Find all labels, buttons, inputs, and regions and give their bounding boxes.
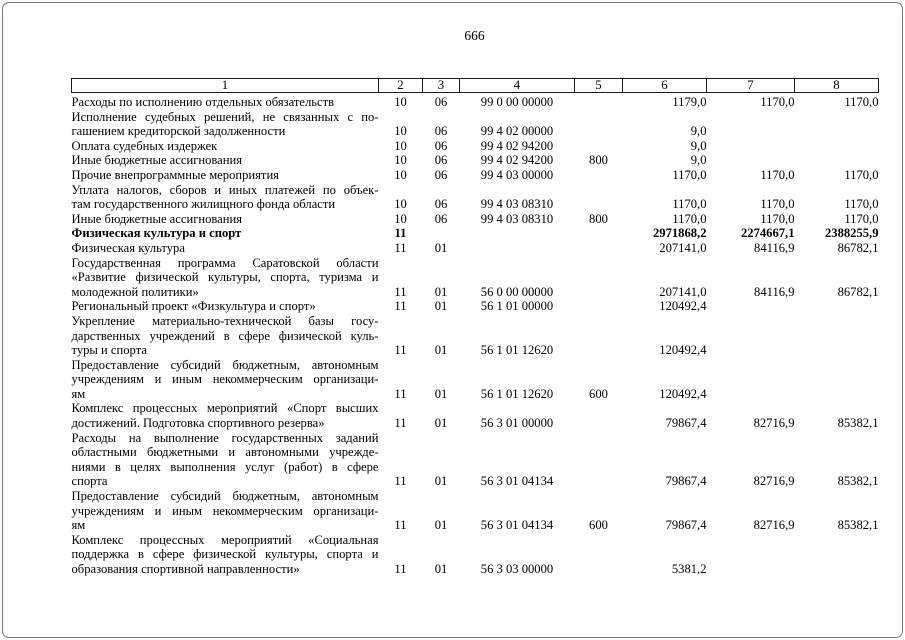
cell-col8	[795, 314, 879, 358]
cell-col5	[575, 299, 623, 314]
row-title-line: Исполнение судебных решений, не связанных с по-	[71, 109, 379, 124]
cell-col2: 10	[394, 197, 407, 212]
column-header: 3	[423, 79, 460, 93]
row-title	[72, 533, 379, 577]
row-title-line: учреждениям и иным некоммерческим организаци-	[71, 503, 379, 518]
table-row	[72, 489, 879, 533]
row-title-line: ниями в целях выполнения услуг (работ) в сфере	[71, 459, 379, 474]
cell-col2: 11	[394, 299, 407, 314]
cell-col3: 06	[434, 153, 448, 168]
cell-col7	[707, 299, 795, 314]
row-title-line: дарственных учреждений в сфере физической куль-	[71, 328, 379, 343]
table-row	[72, 212, 879, 227]
row-title-line: «Развитие физической культуры, спорта, туризма и	[71, 270, 379, 285]
cell-col8: 86782,1	[837, 284, 879, 299]
table-row	[72, 183, 879, 212]
cell-col2: 10	[394, 138, 407, 153]
row-title-line: ям	[71, 518, 86, 533]
row-title-line: Укрепление материально-технической базы госу-	[71, 313, 379, 328]
row-title-line: Расходы на выполнение государственных заданий	[71, 430, 379, 445]
cell-col4: 99 4 02 00000	[480, 124, 554, 139]
cell-col8: 1170,0	[844, 197, 879, 212]
row-title-line: Прочие внепрограммные мероприятия	[71, 167, 279, 182]
table-row	[72, 431, 879, 489]
row-title-line: Иные бюджетные ассигнования	[71, 153, 243, 168]
cell-col5	[575, 226, 623, 241]
cell-col6: 9,0	[690, 153, 707, 168]
column-header: 2	[379, 79, 423, 93]
cell-col6: 5381,2	[671, 562, 707, 576]
cell-col7	[707, 153, 795, 168]
cell-col4: 56 3 03 00000	[480, 562, 554, 576]
row-title	[72, 139, 379, 154]
cell-col4	[460, 226, 575, 241]
cell-col3: 01	[434, 416, 448, 431]
table-row	[72, 93, 879, 110]
column-header: 6	[623, 79, 707, 93]
row-title-line: Региональный проект «Физкультура и спорт»	[71, 299, 316, 314]
cell-col3: 01	[434, 562, 448, 576]
row-title	[72, 93, 379, 110]
cell-col4: 56 1 01 12620	[480, 343, 554, 358]
column-header: 4	[460, 79, 575, 93]
row-title-line: Физическая культура и спорт	[71, 226, 242, 241]
cell-col4: 56 1 01 00000	[480, 299, 554, 314]
cell-col2: 11	[394, 474, 407, 489]
cell-col6: 9,0	[690, 138, 707, 153]
row-title-line: поддержка в сфере физической культуры, спорта и	[71, 547, 379, 562]
cell-col3: 01	[434, 518, 448, 533]
column-header: 5	[575, 79, 623, 93]
budget-table	[71, 78, 879, 577]
row-title-line: туры и спорта	[71, 343, 147, 358]
cell-col6: 207141,0	[659, 240, 707, 255]
cell-col2: 10	[394, 153, 407, 168]
cell-col3: 06	[434, 124, 448, 139]
cell-col7: 1170,0	[760, 167, 795, 182]
column-header: 1	[72, 79, 379, 93]
cell-col7	[707, 533, 795, 577]
cell-col4: 56 0 00 00000	[480, 284, 554, 299]
cell-col7	[707, 139, 795, 154]
cell-col7: 84116,9	[754, 284, 795, 299]
cell-col4: 99 4 03 08310	[480, 211, 554, 226]
row-title	[72, 401, 379, 430]
cell-col6: 1179,0	[672, 95, 707, 109]
table-row	[72, 401, 879, 430]
column-header: 8	[795, 79, 879, 93]
row-title-line: ям	[71, 386, 86, 401]
cell-col8: 85382,1	[837, 474, 879, 489]
table-row	[72, 299, 879, 314]
cell-col8	[795, 358, 879, 402]
table-row	[72, 139, 879, 154]
table-row	[72, 256, 879, 300]
cell-col5	[575, 533, 623, 577]
cell-col2: 10	[394, 211, 407, 226]
cell-col7	[707, 314, 795, 358]
table-row	[72, 358, 879, 402]
row-title-line: гашением кредиторской задолженности	[71, 124, 286, 139]
cell-col6: 79867,4	[665, 518, 707, 533]
cell-col7	[707, 110, 795, 139]
table-row	[72, 241, 879, 256]
cell-col4: 99 4 03 08310	[480, 197, 554, 212]
row-title-line: достижений. Подготовка спортивного резерва»	[71, 416, 325, 431]
cell-col4: 99 4 03 00000	[480, 167, 554, 182]
cell-col5	[575, 256, 623, 300]
row-title-line: Государственная программа Саратовской области	[71, 255, 379, 270]
cell-col7: 1170,0	[760, 95, 795, 109]
column-header: 7	[707, 79, 795, 93]
table-header-row	[72, 79, 879, 93]
cell-col2: 11	[394, 240, 407, 255]
cell-col4: 99 4 02 94200	[480, 153, 554, 168]
cell-col7: 1170,0	[760, 211, 795, 226]
cell-col4: 56 1 01 12620	[480, 386, 554, 401]
row-title	[72, 314, 379, 358]
cell-col4: 99 4 02 94200	[480, 138, 554, 153]
cell-col4: 56 3 01 00000	[480, 416, 554, 431]
cell-col3	[423, 226, 460, 241]
row-title	[72, 299, 379, 314]
cell-col3: 06	[434, 138, 448, 153]
table-row	[72, 168, 879, 183]
row-title	[72, 183, 379, 212]
cell-col8	[795, 153, 879, 168]
row-title-line: Уплата налогов, сборов и иных платежей по объек-	[71, 182, 379, 197]
cell-col6: 79867,4	[665, 416, 707, 431]
cell-col2: 11	[394, 518, 407, 533]
row-title-line: областными бюджетными и автономными учрежде-	[71, 445, 379, 460]
cell-col8: 85382,1	[837, 416, 879, 431]
cell-col3: 06	[434, 167, 448, 182]
cell-col8: 2388255,9	[824, 226, 879, 241]
cell-col5	[575, 183, 623, 212]
cell-col7: 1170,0	[760, 197, 795, 212]
row-title	[72, 358, 379, 402]
cell-col3: 06	[434, 95, 448, 109]
row-title	[72, 256, 379, 300]
row-title-line: Расходы по исполнению отдельных обязательств	[71, 95, 335, 109]
row-title-line: спорта	[71, 474, 108, 489]
cell-col7: 82716,9	[753, 518, 795, 533]
cell-col6: 2971868,2	[652, 226, 707, 241]
cell-col8	[795, 299, 879, 314]
cell-col6: 120492,4	[659, 299, 707, 314]
cell-col6: 1170,0	[672, 167, 707, 182]
row-title	[72, 431, 379, 489]
row-title	[72, 241, 379, 256]
cell-col4: 56 3 01 04134	[480, 474, 554, 489]
row-title	[72, 226, 379, 241]
row-title-line: молодежной политики»	[71, 284, 199, 299]
cell-col5	[575, 139, 623, 154]
page-number: 666	[464, 28, 485, 43]
row-title-line: Иные бюджетные ассигнования	[71, 211, 243, 226]
cell-col8: 1170,0	[844, 95, 879, 109]
cell-col6: 1170,0	[672, 211, 707, 226]
cell-col5	[575, 168, 623, 183]
row-title	[72, 153, 379, 168]
cell-col5	[575, 93, 623, 110]
cell-col2: 11	[394, 226, 407, 241]
cell-col3: 01	[434, 240, 448, 255]
cell-col3: 01	[434, 299, 448, 314]
cell-col6: 1170,0	[672, 197, 707, 212]
row-title-line: Предоставление субсидий бюджетным, автономным	[71, 489, 379, 504]
cell-col6: 79867,4	[665, 474, 707, 489]
cell-col8: 1170,0	[844, 167, 879, 182]
table-row	[72, 533, 879, 577]
row-title	[72, 110, 379, 139]
cell-col3: 01	[434, 386, 448, 401]
cell-col2: 10	[394, 95, 407, 109]
row-title-line: Комплекс процессных мероприятий «Спорт высших	[71, 401, 379, 416]
cell-col4: 99 0 00 00000	[480, 95, 554, 109]
cell-col5: 600	[589, 518, 608, 533]
cell-col8: 86782,1	[837, 240, 879, 255]
row-title-line: образования спортивной направленности»	[71, 562, 300, 576]
cell-col6: 120492,4	[659, 386, 707, 401]
table-row	[72, 226, 879, 241]
table-row	[72, 110, 879, 139]
cell-col7: 82716,9	[753, 416, 795, 431]
cell-col8: 85382,1	[837, 518, 879, 533]
cell-col8	[795, 139, 879, 154]
cell-col7: 84116,9	[754, 240, 795, 255]
cell-col5	[575, 401, 623, 430]
table-row	[72, 153, 879, 168]
cell-col8	[795, 110, 879, 139]
row-title-line: учреждениям и иным некоммерческим организаци-	[71, 372, 379, 387]
row-title-line: Физическая культура	[71, 240, 185, 255]
row-title	[72, 212, 379, 227]
cell-col6: 207141,0	[659, 284, 707, 299]
cell-col5	[575, 431, 623, 489]
cell-col8: 1170,0	[844, 211, 879, 226]
table-body	[72, 93, 879, 577]
row-title	[72, 168, 379, 183]
cell-col2: 11	[394, 416, 407, 431]
cell-col5	[575, 110, 623, 139]
cell-col5: 600	[589, 386, 608, 401]
cell-col2: 11	[394, 343, 407, 358]
cell-col2: 11	[394, 284, 407, 299]
row-title-line: там государственного жилищного фонда области	[71, 197, 336, 212]
cell-col6: 9,0	[690, 124, 707, 139]
cell-col8	[795, 533, 879, 577]
table-row	[72, 314, 879, 358]
cell-col2: 11	[394, 562, 407, 576]
cell-col3: 01	[434, 343, 448, 358]
cell-col4: 56 3 01 04134	[480, 518, 554, 533]
cell-col7: 82716,9	[753, 474, 795, 489]
cell-col3: 01	[434, 284, 448, 299]
cell-col5: 800	[589, 153, 608, 168]
cell-col3: 01	[434, 474, 448, 489]
cell-col2: 10	[394, 167, 407, 182]
cell-col3: 06	[434, 197, 448, 212]
cell-col7: 2274667,1	[740, 226, 795, 241]
cell-col2: 11	[394, 386, 407, 401]
row-title-line: Предоставление субсидий бюджетным, автономным	[71, 357, 379, 372]
row-title-line: Комплекс процессных мероприятий «Социальная	[71, 532, 379, 547]
row-title-line: Оплата судебных издержек	[71, 138, 218, 153]
cell-col3: 06	[434, 211, 448, 226]
cell-col4	[460, 241, 575, 256]
cell-col5: 800	[589, 211, 608, 226]
cell-col5	[575, 241, 623, 256]
row-title	[72, 489, 379, 533]
cell-col5	[575, 314, 623, 358]
cell-col6: 120492,4	[659, 343, 707, 358]
cell-col2: 10	[394, 124, 407, 139]
cell-col7	[707, 358, 795, 402]
